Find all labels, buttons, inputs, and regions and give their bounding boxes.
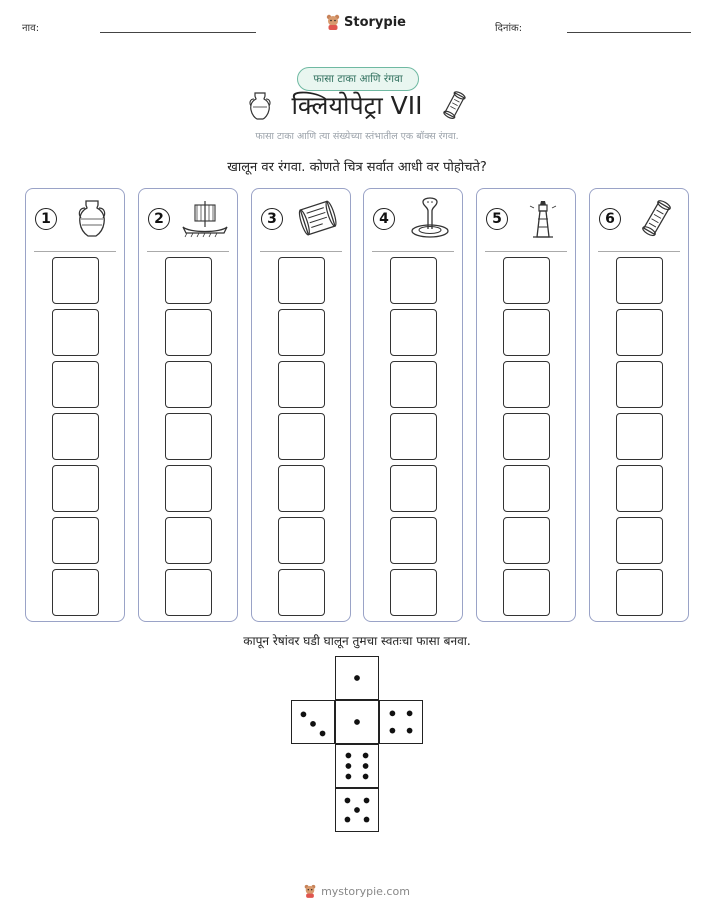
- column-header: [26, 189, 124, 251]
- die-face-1: [335, 700, 379, 744]
- column-header: [364, 189, 462, 251]
- color-box[interactable]: [503, 257, 550, 304]
- ship-icon: [179, 197, 231, 241]
- color-box[interactable]: [165, 413, 212, 460]
- color-box[interactable]: [52, 517, 99, 564]
- color-box[interactable]: [278, 361, 325, 408]
- color-box[interactable]: [390, 517, 437, 564]
- color-box[interactable]: [390, 257, 437, 304]
- column-header: [477, 189, 575, 251]
- color-box[interactable]: [165, 309, 212, 356]
- color-box[interactable]: [616, 361, 663, 408]
- color-box[interactable]: [503, 361, 550, 408]
- date-line[interactable]: [567, 32, 691, 33]
- color-box[interactable]: [503, 413, 550, 460]
- color-box[interactable]: [390, 413, 437, 460]
- column-2: [138, 188, 238, 622]
- die-pips: [336, 789, 378, 831]
- brand-logo: [326, 14, 406, 30]
- column-header: [252, 189, 350, 251]
- color-box[interactable]: [52, 465, 99, 512]
- column-divider: [260, 251, 342, 252]
- column-number: 2: [148, 208, 170, 230]
- column-number: 5: [486, 208, 508, 230]
- color-box[interactable]: [52, 257, 99, 304]
- column-divider: [34, 251, 116, 252]
- color-box[interactable]: [390, 309, 437, 356]
- color-box[interactable]: [278, 309, 325, 356]
- color-box[interactable]: [278, 465, 325, 512]
- color-box[interactable]: [503, 465, 550, 512]
- die-face-1: [335, 656, 379, 700]
- die-face-3: [291, 700, 335, 744]
- column-number: 3: [261, 208, 283, 230]
- column-5: [476, 188, 576, 622]
- column-divider: [485, 251, 567, 252]
- lighthouse-icon: [517, 197, 569, 241]
- color-box[interactable]: [616, 309, 663, 356]
- color-box[interactable]: [52, 361, 99, 408]
- color-box[interactable]: [278, 569, 325, 616]
- bear-icon: [326, 14, 340, 30]
- color-box[interactable]: [616, 517, 663, 564]
- column-number: 6: [599, 208, 621, 230]
- amphora-icon: [66, 197, 118, 241]
- die-pips: [336, 657, 378, 699]
- name-line[interactable]: [100, 32, 256, 33]
- color-box[interactable]: [616, 257, 663, 304]
- subtitle: फासा टाका आणि त्या संख्येच्या स्तंभातील एक बॉक्स रंगवा.: [255, 131, 459, 142]
- die-face-4: [379, 700, 423, 744]
- column-divider: [147, 251, 229, 252]
- color-box[interactable]: [52, 569, 99, 616]
- die-pips: [336, 701, 378, 743]
- die-pips: [380, 701, 422, 743]
- page-title: क्लियोपेट्रा VII: [291, 91, 423, 120]
- column-divider: [598, 251, 680, 252]
- color-box[interactable]: [165, 517, 212, 564]
- die-pips: [292, 701, 334, 743]
- footer-url[interactable]: mystorypie.com: [321, 884, 410, 898]
- column-header: [590, 189, 688, 251]
- column-3: [251, 188, 351, 622]
- color-box[interactable]: [503, 309, 550, 356]
- color-box[interactable]: [278, 517, 325, 564]
- column-1: [25, 188, 125, 622]
- papyrus-scroll-icon: [292, 197, 344, 241]
- color-box[interactable]: [390, 361, 437, 408]
- brand-name: Storypie: [344, 14, 406, 30]
- color-box[interactable]: [165, 361, 212, 408]
- column-divider: [372, 251, 454, 252]
- footer: [290, 884, 424, 898]
- cut-instruction: कापून रेषांवर घडी घालून तुमचा स्वतःचा फासा बनवा.: [243, 634, 471, 648]
- die-face-6: [335, 744, 379, 788]
- color-box[interactable]: [165, 465, 212, 512]
- scroll-icon: [630, 197, 682, 241]
- bear-icon: [304, 884, 316, 898]
- instruction-text: खालून वर रंगवा. कोणते चित्र सर्वात आधी वर पोहोचते?: [227, 160, 487, 175]
- column-4: [363, 188, 463, 622]
- die-pips: [336, 745, 378, 787]
- color-box[interactable]: [165, 569, 212, 616]
- activity-pill: फासा टाका आणि रंगवा: [297, 67, 419, 91]
- column-number: 4: [373, 208, 395, 230]
- color-box[interactable]: [390, 569, 437, 616]
- color-box[interactable]: [52, 413, 99, 460]
- color-box[interactable]: [165, 257, 212, 304]
- color-box[interactable]: [616, 413, 663, 460]
- scroll-icon: [440, 88, 468, 124]
- cobra-icon: [404, 197, 456, 241]
- color-box[interactable]: [278, 257, 325, 304]
- color-box[interactable]: [503, 569, 550, 616]
- color-box[interactable]: [390, 465, 437, 512]
- name-label: नाव:: [22, 23, 40, 34]
- color-box[interactable]: [616, 569, 663, 616]
- date-label: दिनांक:: [495, 23, 523, 34]
- color-box[interactable]: [616, 465, 663, 512]
- color-box[interactable]: [503, 517, 550, 564]
- column-6: [589, 188, 689, 622]
- column-number: 1: [35, 208, 57, 230]
- column-header: [139, 189, 237, 251]
- color-box[interactable]: [278, 413, 325, 460]
- color-box[interactable]: [52, 309, 99, 356]
- die-face-5: [335, 788, 379, 832]
